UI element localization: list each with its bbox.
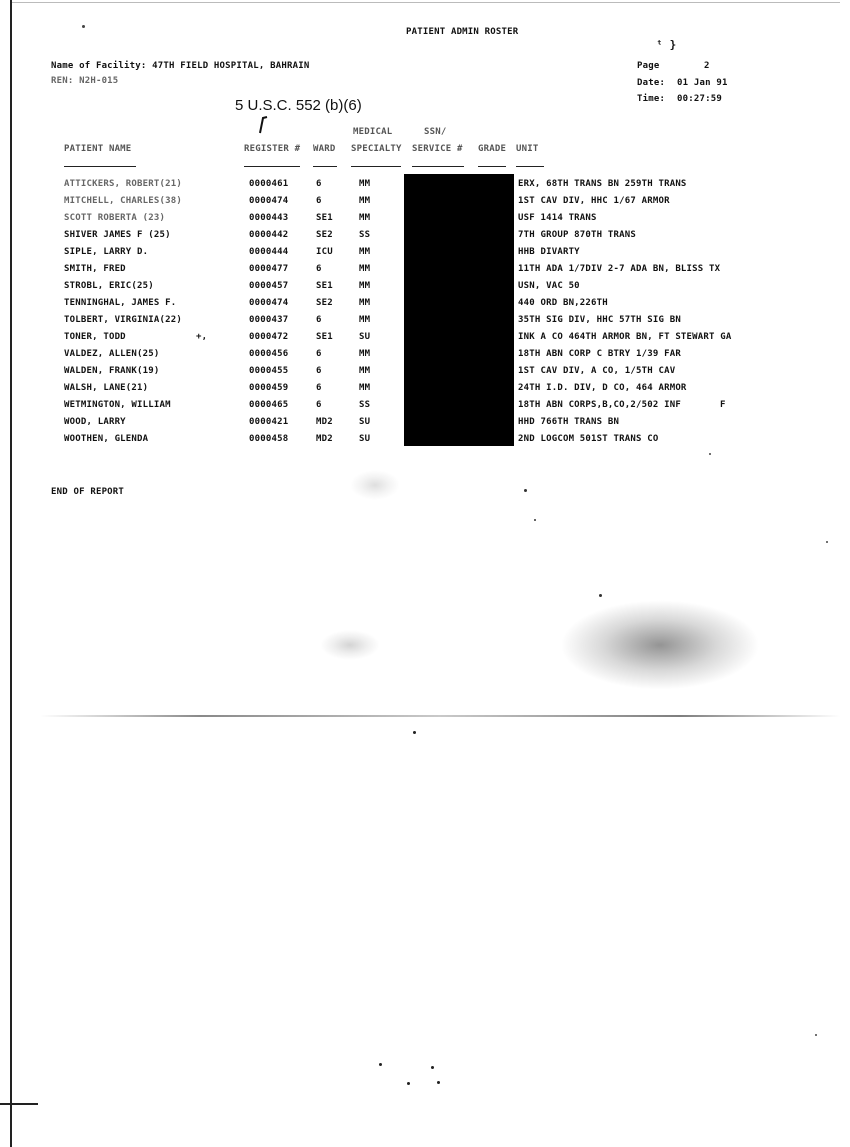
register-number: 0000461 <box>249 179 289 189</box>
unit: ERX, 68TH TRANS BN 259TH TRANS <box>518 179 687 189</box>
unit: 440 ORD BN,226TH <box>518 298 608 308</box>
date-label: Date: <box>637 78 666 88</box>
ward: SE1 <box>316 281 333 291</box>
specialty: MM <box>359 383 371 393</box>
scan-dot <box>599 594 602 597</box>
register-number: 0000456 <box>249 349 289 359</box>
ward: SE2 <box>316 230 333 240</box>
underline-service <box>412 166 464 167</box>
specialty: MM <box>359 247 371 257</box>
patient-name: SIPLE, LARRY D. <box>64 247 149 257</box>
specialty: SU <box>359 332 371 342</box>
left-edge-tick <box>0 1103 38 1105</box>
specialty: MM <box>359 315 371 325</box>
header-ssn: SSN/ <box>424 127 447 137</box>
ward: MD2 <box>316 417 333 427</box>
ward: 6 <box>316 179 322 189</box>
unit: 2ND LOGCOM 501ST TRANS CO <box>518 434 659 444</box>
patient-name: WOOTHEN, GLENDA <box>64 434 149 444</box>
specialty: MM <box>359 298 371 308</box>
scan-dot <box>534 519 536 521</box>
underline-ward <box>313 166 337 167</box>
ward: 6 <box>316 400 322 410</box>
register-number: 0000474 <box>249 298 289 308</box>
foia-exemption-stamp: 5 U.S.C. 552 (b)(6) <box>235 97 362 114</box>
unit: INK A CO 464TH ARMOR BN, FT STEWART GA <box>518 332 732 342</box>
scan-dot <box>413 731 416 734</box>
register-number: 0000455 <box>249 366 289 376</box>
top-edge-line <box>10 2 840 3</box>
register-number: 0000421 <box>249 417 289 427</box>
patient-name: MITCHELL, CHARLES(38) <box>64 196 182 206</box>
scan-dot <box>437 1081 440 1084</box>
specialty: MM <box>359 179 371 189</box>
page-label: Page <box>637 61 660 71</box>
patient-name: ATTICKERS, ROBERT(21) <box>64 179 182 189</box>
specialty: SU <box>359 417 371 427</box>
unit: 1ST CAV DIV, A CO, 1/5TH CAV <box>518 366 676 376</box>
specialty: MM <box>359 264 371 274</box>
ward: 6 <box>316 315 322 325</box>
specialty: MM <box>359 196 371 206</box>
scan-smudge <box>350 470 400 500</box>
scan-dot <box>524 489 527 492</box>
header-register: REGISTER # <box>244 144 301 154</box>
scan-smudge <box>320 630 380 660</box>
register-number: 0000457 <box>249 281 289 291</box>
patient-name: TENNINGHAL, JAMES F. <box>64 298 177 308</box>
ward: 6 <box>316 196 322 206</box>
unit: 11TH ADA 1/7DIV 2-7 ADA BN, BLISS TX <box>518 264 721 274</box>
specialty: MM <box>359 281 371 291</box>
register-number: 0000474 <box>249 196 289 206</box>
unit: 24TH I.D. DIV, D CO, 464 ARMOR <box>518 383 687 393</box>
ward: 6 <box>316 366 322 376</box>
underline-unit <box>516 166 544 167</box>
register-number: 0000443 <box>249 213 289 223</box>
scan-dot <box>407 1082 410 1085</box>
specialty: SS <box>359 400 371 410</box>
time-label: Time: <box>637 94 666 104</box>
unit: 1ST CAV DIV, HHC 1/67 ARMOR <box>518 196 670 206</box>
facility-line: Name of Facility: 47TH FIELD HOSPITAL, BAHRAIN <box>51 61 310 71</box>
patient-name: TONER, TODD <box>64 332 126 342</box>
header-unit: UNIT <box>516 144 539 154</box>
patient-name: WOOD, LARRY <box>64 417 126 427</box>
patient-name: SHIVER JAMES F (25) <box>64 230 171 240</box>
corner-mark: ᵗ } <box>656 38 677 51</box>
scan-dot <box>431 1066 434 1069</box>
register-number: 0000437 <box>249 315 289 325</box>
header-grade: GRADE <box>478 144 507 154</box>
ward: 6 <box>316 349 322 359</box>
unit: 18TH ABN CORP C BTRY 1/39 FAR <box>518 349 681 359</box>
register-number: 0000442 <box>249 230 289 240</box>
report-title: PATIENT ADMIN ROSTER <box>406 27 519 37</box>
patient-name: STROBL, ERIC(25) <box>64 281 154 291</box>
unit: 7TH GROUP 870TH TRANS <box>518 230 636 240</box>
patient-name: WALSH, LANE(21) <box>64 383 149 393</box>
scan-streak <box>40 715 840 717</box>
date-value: 01 Jan 91 <box>677 78 728 88</box>
unit: 35TH SIG DIV, HHC 57TH SIG BN <box>518 315 681 325</box>
register-number: 0000465 <box>249 400 289 410</box>
header-medical: MEDICAL <box>353 127 393 137</box>
register-number: 0000444 <box>249 247 289 257</box>
specialty: SU <box>359 434 371 444</box>
header-ward: WARD <box>313 144 336 154</box>
unit: HHB DIVARTY <box>518 247 580 257</box>
left-edge-line <box>10 0 12 1147</box>
scan-smudge <box>560 600 760 690</box>
specialty: SS <box>359 230 371 240</box>
underline-name <box>64 166 136 167</box>
redaction-block <box>404 174 514 446</box>
margin-mark: +, <box>196 332 208 342</box>
ward: 6 <box>316 383 322 393</box>
scan-dot <box>709 453 711 455</box>
unit: USF 1414 TRANS <box>518 213 597 223</box>
header-patient-name: PATIENT NAME <box>64 144 132 154</box>
time-value: 00:27:59 <box>677 94 722 104</box>
specialty: MM <box>359 349 371 359</box>
ward: SE2 <box>316 298 333 308</box>
specialty: MM <box>359 213 371 223</box>
header-specialty: SPECIALTY <box>351 144 402 154</box>
ward: ICU <box>316 247 333 257</box>
unit: 18TH ABN CORPS,B,CO,2/502 INF <box>518 400 681 410</box>
patient-name: TOLBERT, VIRGINIA(22) <box>64 315 182 325</box>
ward: SE1 <box>316 332 333 342</box>
scan-dot <box>82 25 85 28</box>
pen-mark-icon <box>258 116 268 134</box>
register-number: 0000458 <box>249 434 289 444</box>
unit: USN, VAC 50 <box>518 281 580 291</box>
patient-name: SCOTT ROBERTA (23) <box>64 213 166 223</box>
patient-name: WALDEN, FRANK(19) <box>64 366 160 376</box>
end-of-report: END OF REPORT <box>51 487 125 497</box>
underline-grade <box>478 166 506 167</box>
ward: MD2 <box>316 434 333 444</box>
ren-line: REN: N2H-015 <box>51 76 119 86</box>
header-service-number: SERVICE # <box>412 144 463 154</box>
page-number: 2 <box>704 61 710 71</box>
register-number: 0000477 <box>249 264 289 274</box>
scan-dot <box>815 1034 817 1036</box>
patient-name: VALDEZ, ALLEN(25) <box>64 349 160 359</box>
register-number: 0000459 <box>249 383 289 393</box>
specialty: MM <box>359 366 371 376</box>
register-number: 0000472 <box>249 332 289 342</box>
ward: 6 <box>316 264 322 274</box>
patient-name: SMITH, FRED <box>64 264 126 274</box>
patient-name: WETMINGTON, WILLIAM <box>64 400 171 410</box>
margin-mark: F <box>720 400 726 410</box>
underline-register <box>244 166 300 167</box>
unit: HHD 766TH TRANS BN <box>518 417 620 427</box>
scan-dot <box>379 1063 382 1066</box>
underline-specialty <box>351 166 401 167</box>
ward: SE1 <box>316 213 333 223</box>
scan-dot <box>826 541 828 543</box>
